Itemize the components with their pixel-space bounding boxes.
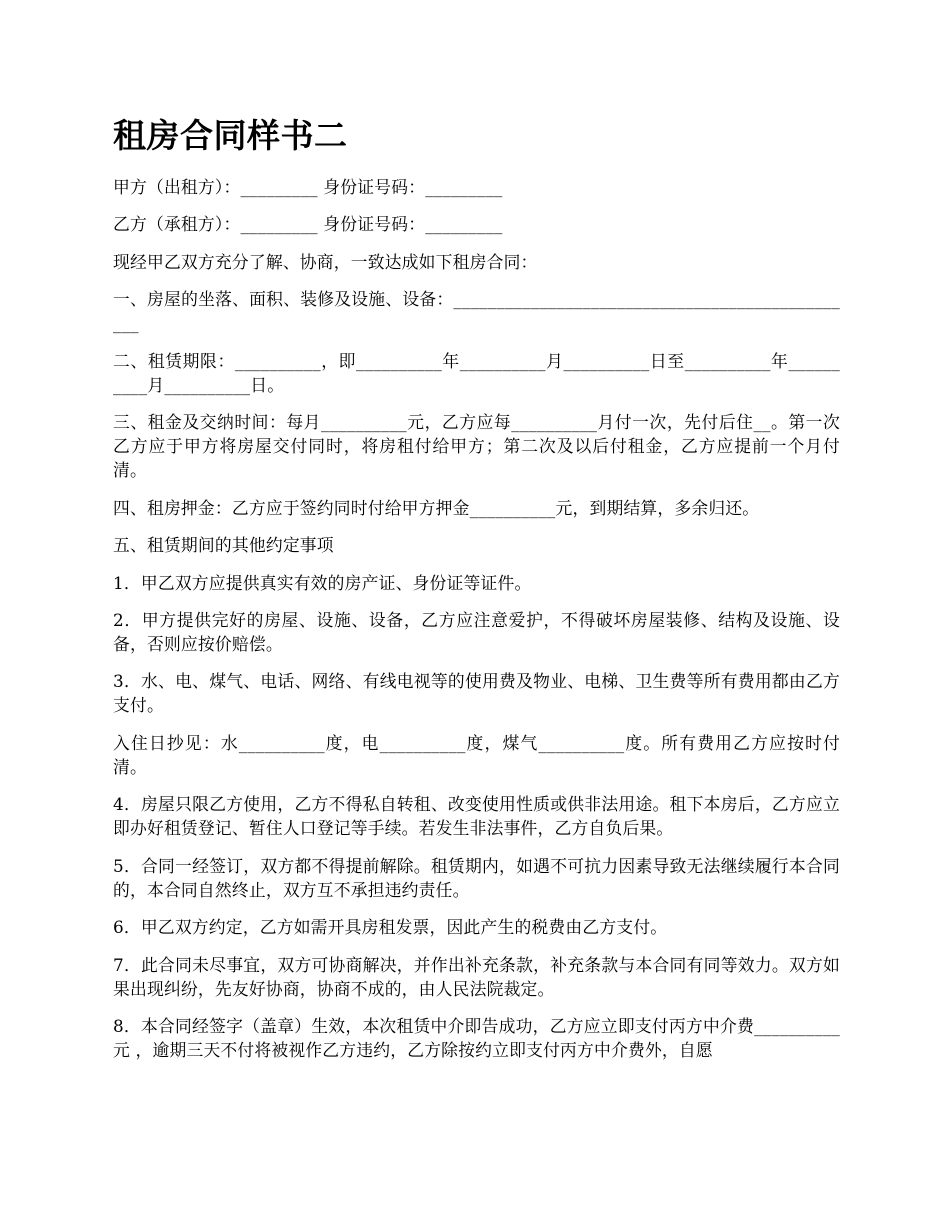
party-b-line: 乙方（承租方）：_________ 身份证号码：_________	[113, 214, 503, 235]
item-4: 4．房屋只限乙方使用，乙方不得私自转租、改变使用性质或供非法用途。租下本房后，乙方应立即办好租赁登记、暂住人口登记等手续。若发生非法事件，乙方自负后果。	[113, 794, 840, 839]
item-2: 2．甲方提供完好的房屋、设施、设备，乙方应注意爱护，不得破坏房屋装修、结构及设施、设备，否则应按价赔偿。	[113, 609, 840, 654]
item-1: 1．甲乙双方应提供真实有效的房产证、身份证等证件。	[113, 572, 532, 593]
contract-body	[113, 175, 840, 1076]
item-3: 3．水、电、煤气、电话、网络、有线电视等的使用费及物业、电梯、卫生费等所有费用都由乙方支付。	[113, 671, 840, 716]
item-8: 8．本合同经签字（盖章）生效，本次租赁中介即告成功，乙方应立即支付丙方中介费__________元 ，逾期三天不付将被视作乙方违约，乙方除按约立即支付丙方中介费外，自愿	[113, 1016, 840, 1061]
page-title: 租房合同样书二	[113, 116, 348, 155]
clause-5-heading: 五、租赁期间的其他约定事项	[113, 535, 334, 556]
item-7: 7．此合同未尽事宜，双方可协商解决，并作出补充条款，补充条款与本合同有同等效力。双方如果出现纠纷，先友好协商，协商不成的，由人民法院裁定。	[113, 954, 840, 999]
clause-4-deposit: 四、租房押金：乙方应于签约同时付给甲方押金__________元，到期结算，多余归还。	[113, 497, 760, 518]
item-5: 5．合同一经签订，双方都不得提前解除。租赁期内，如遇不可抗力因素导致无法继续履行本合同的，本合同自然终止，双方互不承担违约责任。	[113, 855, 840, 900]
preamble-paragraph: 现经甲乙双方充分了解、协商，一致达成如下租房合同：	[113, 251, 538, 272]
clause-1-location: 一、房屋的坐落、面积、装修及设施、设备：________________________________________________	[113, 289, 840, 334]
clause-3-rent: 三、租金及交纳时间：每月__________元，乙方应每__________月付一次，先付后住__。第一次乙方应于甲方将房屋交付同时，将房租付给甲方；第二次及以后付租金，乙方应提前一个月付清。	[113, 412, 840, 481]
item-6: 6．甲乙双方约定，乙方如需开具房租发票，因此产生的税费由乙方支付。	[113, 917, 668, 938]
meter-reading-line: 入住日抄见：水__________度，电__________度，煤气__________度。所有费用乙方应按时付清。	[113, 732, 840, 777]
party-a-line: 甲方（出租方）：_________ 身份证号码：_________	[113, 177, 503, 197]
clause-2-term: 二、租赁期限：__________，即__________年__________月__________日至__________年__________月__________日。	[113, 350, 840, 395]
